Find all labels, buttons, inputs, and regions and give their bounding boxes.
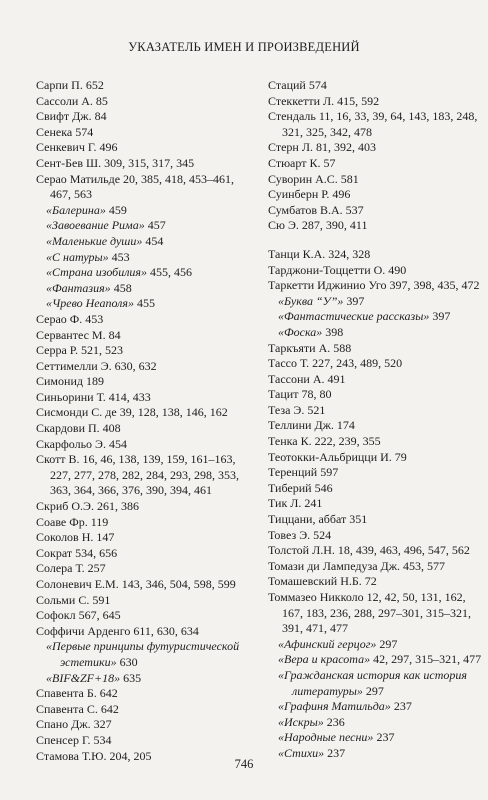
work-title: «Завоевание Рима»: [46, 218, 145, 233]
index-name-entry: Сократ 534, 656: [36, 545, 118, 560]
index-name-entry: Теотокки-Альбрицци И. 79: [268, 449, 407, 464]
index-name-entry: Соколов Н. 147: [36, 530, 115, 545]
index-name-entry: Синьорини Т. 414, 433: [36, 389, 151, 404]
index-name-entry: Томашевский Н.Б. 72: [268, 574, 377, 589]
index-name-entry: Теза Э. 521: [268, 402, 326, 417]
work-pages: 297: [365, 683, 384, 698]
index-name-entry: Теренций 597: [268, 465, 339, 480]
work-pages: 454: [145, 233, 164, 248]
work-title: «Фантастические рассказы»: [278, 309, 430, 324]
index-name-entry: Серао Ф. 453: [36, 311, 104, 326]
index-name-entry: Тацит 78, 80: [268, 387, 332, 402]
work-title: «Балерина»: [46, 202, 106, 217]
work-pages: 237: [393, 699, 412, 714]
work-pages: 398: [325, 324, 344, 339]
index-column-left: [36, 78, 246, 764]
index-work-entry: [36, 281, 246, 297]
work-title: «Фоска»: [278, 324, 323, 339]
index-name-entry: Стерн Л. 81, 392, 403: [268, 140, 376, 155]
index-work-entry: [36, 296, 246, 312]
work-pages: 630: [119, 654, 138, 669]
index-name-entry: Спенсер Г. 534: [36, 732, 112, 747]
work-title: «Страна изобилия»: [46, 265, 148, 280]
index-name-entry: Сеттимелли Э. 630, 632: [36, 358, 157, 373]
index-name-entry: Суворин А.С. 581: [268, 171, 359, 186]
index-name-entry: Солоневич Е.М. 143, 346, 504, 598, 599: [36, 577, 236, 591]
index-name-entry: Тенка К. 222, 239, 355: [268, 434, 381, 449]
index-name-entry: Стендаль 11, 16, 33, 39, 64, 143, 183, 248, 321, 325, 342, 478: [268, 109, 478, 139]
work-pages: 455, 456: [150, 265, 193, 280]
work-title: «Буква “У”»: [278, 293, 344, 308]
work-pages: 459: [108, 202, 127, 217]
index-name-entry: Соффичи Арденго 611, 630, 634: [36, 623, 199, 638]
work-title: «Стихи»: [278, 745, 325, 760]
index-work-entry: [36, 265, 246, 281]
page-number: 746: [234, 757, 254, 771]
work-title: «Афинский герцог»: [278, 636, 377, 651]
index-work-entry: [36, 234, 246, 250]
index-name-entry: Сенека 574: [36, 124, 94, 139]
index-work-entry: [268, 668, 482, 699]
index-name-entry: Серао Матильде 20, 385, 418, 453–461, 467, 563: [36, 171, 235, 202]
index-name-entry: Соаве Фр. 119: [36, 514, 109, 529]
index-name-entry: Стамова Т.Ю. 204, 205: [36, 748, 152, 763]
index-name-entry: Тиберий 546: [268, 480, 333, 495]
index-name-entry: Тарджони-Тоццетти О. 490: [268, 262, 407, 277]
work-title: «BIF&ZF+18»: [46, 670, 121, 685]
work-pages: 297: [379, 636, 398, 651]
index-name-entry: Суинберн Р. 496: [268, 187, 351, 202]
index-work-entry: [268, 637, 482, 653]
page-header: УКАЗАТЕЛЬ ИМЕН И ПРОИЗВЕДЕНИЙ: [128, 40, 360, 54]
index-name-entry: Спано Дж. 327: [36, 717, 112, 732]
index-work-entry: [36, 218, 246, 234]
index-work-entry: [36, 639, 246, 670]
work-pages: 236: [326, 714, 345, 729]
work-pages: 237: [327, 745, 346, 760]
work-title: «Гражданская история как история литературы»: [278, 667, 467, 698]
work-title: «Вера и красота»: [278, 652, 371, 667]
index-name-entry: Сассоли А. 85: [36, 93, 108, 108]
index-name-entry: Томмазео Никколо 12, 42, 50, 131, 162, 167, 183, 236, 288, 297–301, 315–321, 391, 471, 477: [268, 590, 471, 636]
index-work-entry: [36, 250, 246, 266]
work-pages: 397: [346, 293, 365, 308]
index-work-entry: [36, 671, 246, 687]
index-name-entry: Стеккетти Л. 415, 592: [268, 93, 380, 108]
index-name-entry: Свифт Дж. 84: [36, 109, 107, 124]
index-name-entry: Софокл 567, 645: [36, 608, 121, 623]
section-gap: [268, 234, 482, 247]
index-work-entry: [268, 294, 482, 310]
work-pages: 42, 297, 315–321, 477: [373, 652, 482, 667]
index-name-entry: Тик Л. 241: [268, 496, 323, 511]
index-name-entry: Солера Т. 257: [36, 561, 106, 576]
index-name-entry: Сенкевич Г. 496: [36, 140, 118, 155]
work-title: «Фантазия»: [46, 280, 111, 295]
index-name-entry: Сю Э. 287, 390, 411: [268, 218, 368, 233]
work-title: «Маленькие души»: [46, 233, 143, 248]
index-name-entry: Сумбатов В.А. 537: [268, 202, 364, 217]
index-name-entry: Тиццани, аббат 351: [268, 512, 368, 527]
index-name-entry: Сарпи П. 652: [36, 78, 104, 92]
index-name-entry: Скардови П. 408: [36, 421, 121, 436]
index-name-entry: Теллини Дж. 174: [268, 418, 355, 433]
index-name-entry: Скарфольо Э. 454: [36, 436, 127, 451]
work-pages: 458: [113, 280, 132, 295]
index-column-right: [268, 78, 482, 762]
index-name-entry: Таркъяти А. 588: [268, 340, 352, 355]
index-name-entry: Сольми С. 591: [36, 592, 111, 607]
index-work-entry: [268, 699, 482, 715]
index-name-entry: Сент-Бев Ш. 309, 315, 317, 345: [36, 155, 195, 170]
index-work-entry: [268, 715, 482, 731]
work-title: «С натуры»: [46, 249, 109, 264]
work-pages: 457: [147, 218, 166, 233]
work-pages: 635: [123, 670, 142, 685]
index-name-entry: Скотт В. 16, 46, 138, 139, 159, 161–163, 227, 277, 278, 282, 284, 293, 298, 353, 363, 364, 366, 376, 390, 394, 461: [36, 452, 239, 498]
index-name-entry: Серра Р. 521, 523: [36, 343, 123, 358]
index-name-entry: Симонид 189: [36, 374, 104, 389]
index-work-entry: [268, 652, 482, 668]
work-title: «Искры»: [278, 714, 324, 729]
index-work-entry: [36, 203, 246, 219]
work-title: «Чрево Неаполя»: [46, 296, 134, 311]
work-pages: 455: [137, 296, 155, 311]
index-name-entry: Тассони А. 491: [268, 371, 346, 386]
index-work-entry: [268, 730, 482, 746]
index-name-entry: Танци К.А. 324, 328: [268, 246, 371, 261]
work-pages: 397: [432, 309, 451, 324]
index-name-entry: Стюарт К. 57: [268, 155, 336, 170]
index-name-entry: Толстой Л.Н. 18, 439, 463, 496, 547, 562: [268, 543, 470, 558]
index-name-entry: Скриб О.Э. 261, 386: [36, 499, 139, 514]
index-name-entry: Таркетти Иджинио Уго 397, 398, 435, 472: [268, 278, 480, 293]
index-name-entry: Сервантес М. 84: [36, 327, 121, 342]
index-name-entry: Товез Э. 524: [268, 527, 332, 542]
work-title: «Первые принципы футуристической эстетики»: [46, 639, 240, 669]
work-title: «Народные песни»: [278, 730, 374, 745]
index-work-entry: [268, 309, 482, 325]
work-pages: 237: [376, 730, 395, 745]
index-name-entry: Спавента С. 642: [36, 701, 119, 716]
index-name-entry: Стаций 574: [268, 78, 327, 92]
work-pages: 453: [111, 249, 130, 264]
work-title: «Графиня Матильда»: [278, 699, 391, 714]
index-name-entry: Спавента Б. 642: [36, 686, 118, 701]
index-name-entry: Тассо Т. 227, 243, 489, 520: [268, 356, 403, 371]
index-work-entry: [268, 325, 482, 341]
index-name-entry: Сисмонди С. де 39, 128, 138, 146, 162: [36, 405, 228, 420]
index-name-entry: Томази ди Лампедуза Дж. 453, 577: [268, 558, 446, 573]
